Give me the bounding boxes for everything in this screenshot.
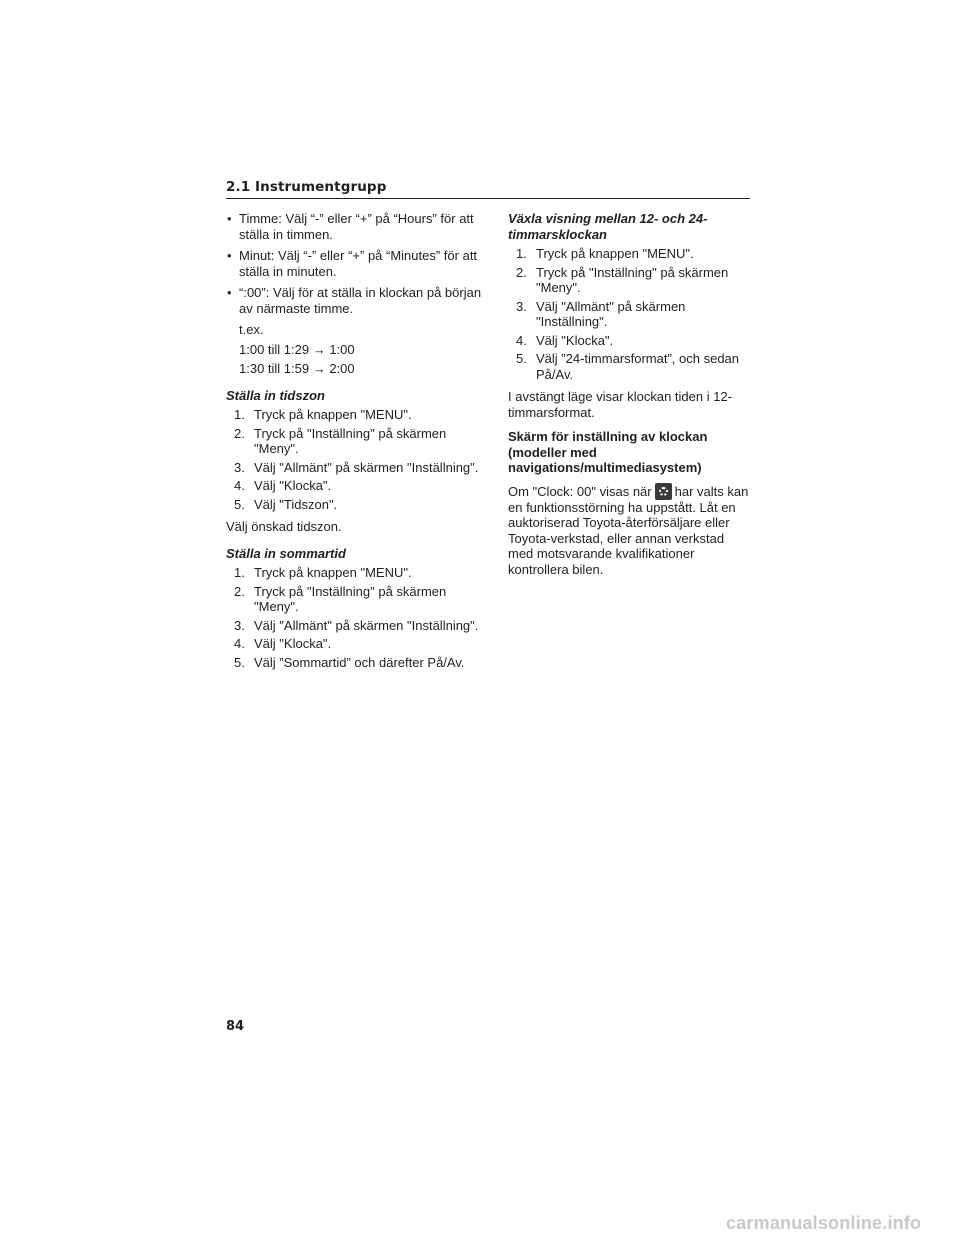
bullet-marker: • bbox=[227, 248, 232, 263]
step-number: 4. bbox=[516, 332, 527, 348]
step-number: 5. bbox=[234, 654, 245, 670]
step-number: 2. bbox=[234, 583, 245, 599]
step-number: 5. bbox=[516, 351, 527, 366]
bullet-text: “:00”: Välj för at ställa in klockan på början av närmaste timme. bbox=[239, 285, 482, 316]
heading-dst: Ställa in sommartid bbox=[226, 545, 346, 561]
step-number: 3. bbox=[234, 617, 245, 633]
section-title: 2.1 Instrumentgrupp bbox=[226, 179, 750, 199]
bullet-item-hours bbox=[226, 211, 484, 242]
step-text: Välj ”24-timmarsformat”, och sedan På/Av. bbox=[536, 351, 740, 382]
step-text: Tryck på "Inställning" på skärmen "Meny". bbox=[254, 583, 447, 614]
step-text: Välj "Allmänt" på skärmen "Inställning". bbox=[536, 298, 686, 329]
step-number: 1. bbox=[234, 407, 245, 422]
dst-steps bbox=[226, 565, 484, 670]
bullet-item-round-hour bbox=[226, 285, 484, 377]
step-item bbox=[234, 565, 484, 581]
bullet-text: Timme: Välj “-” eller “+” på “Hours” för att ställa in timmen. bbox=[239, 211, 474, 242]
step-text: Tryck på knappen "MENU". bbox=[254, 565, 412, 580]
step-item bbox=[234, 618, 484, 634]
step-number: 3. bbox=[516, 298, 527, 314]
step-number: 2. bbox=[516, 264, 527, 280]
paragraph-text: Om "Clock: 00" visas när bbox=[508, 483, 652, 499]
paragraph-text: har valts kan en funktionsstörning ha uppstått. Låt en auktoriserad Toyota-återförsäljare eller Toyota-verkstad, eller annan verkstad med motsvarande kvalifikationer kontrollera bilen. bbox=[508, 483, 749, 577]
step-text: Välj "Allmänt" på skärmen "Inställning". bbox=[254, 617, 479, 633]
example-line: 1:30 till 1:59 → 2:00 bbox=[239, 361, 355, 376]
bullet-marker: • bbox=[227, 285, 232, 300]
bullet-text: Minut: Välj “-” eller “+” på “Minutes” för att ställa in minuten. bbox=[239, 248, 478, 279]
step-number: 5. bbox=[234, 496, 245, 512]
page-number: 84 bbox=[226, 1019, 245, 1034]
step-number: 4. bbox=[234, 636, 245, 651]
example-line: 1:00 till 1:29 → 1:00 bbox=[239, 341, 355, 357]
step-text: Tryck på "Inställning" på skärmen "Meny". bbox=[536, 264, 729, 295]
settings-gear-icon bbox=[655, 483, 672, 500]
heading-clock-format: Växla visning mellan 12- och 24-timmarsklockan bbox=[508, 211, 708, 242]
example-label: t.ex. bbox=[239, 322, 264, 337]
step-item bbox=[516, 246, 752, 262]
format-note: I avstängt läge visar klockan tiden i 12-timmarsformat. bbox=[508, 389, 733, 420]
step-item bbox=[516, 351, 752, 382]
step-item bbox=[516, 333, 752, 349]
step-item bbox=[234, 497, 484, 513]
example-block bbox=[239, 322, 484, 377]
step-text: Tryck på "Inställning" på skärmen "Meny". bbox=[254, 425, 447, 456]
step-number: 4. bbox=[234, 478, 245, 493]
step-item bbox=[234, 460, 484, 476]
step-text: Välj "Allmänt" på skärmen "Inställning". bbox=[254, 459, 479, 475]
step-item bbox=[516, 299, 752, 330]
heading-timezone: Ställa in tidszon bbox=[226, 387, 325, 403]
step-item bbox=[234, 478, 484, 494]
step-text: Välj "Klocka". bbox=[254, 636, 332, 651]
step-item bbox=[516, 265, 752, 296]
timezone-steps bbox=[226, 407, 484, 512]
heading-clock-screen: Skärm för inställning av klockan (modeller med navigations/multimediasystem) bbox=[508, 429, 708, 475]
watermark: carmanualsonline.info bbox=[726, 1213, 922, 1233]
timezone-note: Välj önskad tidszon. bbox=[226, 519, 342, 534]
step-text: Tryck på knappen "MENU". bbox=[536, 246, 694, 261]
right-column bbox=[508, 211, 752, 577]
step-item bbox=[234, 584, 484, 615]
step-item bbox=[234, 407, 484, 423]
step-number: 1. bbox=[234, 565, 245, 580]
step-text: Välj ”Sommartid” och därefter På/Av. bbox=[254, 654, 465, 670]
left-column bbox=[226, 211, 484, 673]
step-number: 2. bbox=[234, 425, 245, 441]
step-text: Välj "Klocka". bbox=[536, 332, 614, 348]
step-item bbox=[234, 636, 484, 652]
bullet-item-minutes bbox=[226, 248, 484, 279]
bullet-marker: • bbox=[227, 211, 232, 226]
step-text: Välj "Tidszon". bbox=[254, 496, 338, 512]
step-text: Välj "Klocka". bbox=[254, 478, 332, 493]
format-steps bbox=[508, 246, 752, 382]
step-number: 3. bbox=[234, 459, 245, 475]
clock-screen-paragraph bbox=[508, 483, 752, 578]
step-number: 1. bbox=[516, 246, 527, 261]
step-item bbox=[234, 655, 484, 671]
step-item bbox=[234, 426, 484, 457]
step-text: Tryck på knappen "MENU". bbox=[254, 407, 412, 422]
